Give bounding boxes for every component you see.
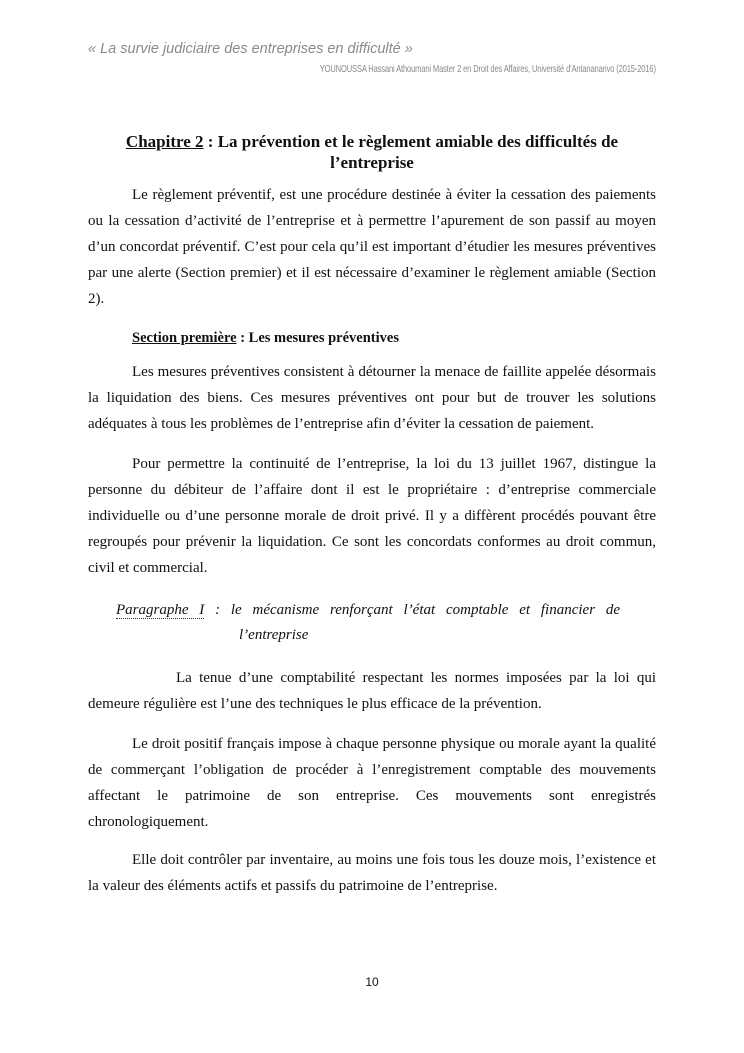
body-paragraph: La tenue d’une comptabilité respectant les normes imposées par la loi qui demeure régulière est l’une des techniques le plus efficace de la prévention. (88, 670, 656, 712)
body-paragraph: Le droit positif français impose à chaque personne physique ou morale ayant la qualité de commerçant l’obligation de procéder à l’enregistrement comptable des mouvements affectant le patrimoine de son entreprise. Ces mouvements sont enregistrés chronologiquement. (88, 736, 656, 830)
paragraphe-title-line2: l’entreprise (239, 627, 309, 643)
body-paragraph: Elle doit contrôler par inventaire, au moins une fois tous les douze mois, l’existence et la valeur des éléments actifs et passifs du patrimoine de l’entreprise. (88, 852, 656, 894)
page-number: 10 (365, 975, 379, 989)
paragraphe-label: Paragraphe I (116, 602, 205, 618)
body-paragraph: Le règlement préventif, est une procédure destinée à éviter la cessation des paiements ou la cessation d’activité de l’entreprise et à permettre l’apurement de son passif au moyen d’un concordat préventif. C’est pour cela qu’il est important d’étudier les mesures préventives par une alerte (Section premier) et il est nécessaire d’examiner le règlement amiable (Section 2). (88, 187, 656, 307)
paragraphe-title-line1: : le mécanisme renforçant l’état comptable et financier de (204, 602, 620, 618)
chapter-label: Chapitre 2 (125, 132, 204, 151)
section-heading (132, 330, 399, 347)
running-header-author: YOUNOUSSA Hassani Athoumani Master 2 en Droit des Affaires, Université d'Antananarivo (2015-2016) (319, 63, 656, 75)
chapter-title-text: : La prévention et le règlement amiable des difficultés de l’entreprise (203, 132, 619, 172)
paragraphe-heading (116, 598, 620, 623)
section-label: Section première (132, 330, 237, 346)
body-paragraph: Les mesures préventives consistent à détourner la menace de faillite appelée désormais la liquidation des biens. Ces mesures préventives ont pour but de trouver les solutions adéquates à tous les problèmes de l’entreprise afin d’éviter la cessation de paiement. (88, 364, 656, 432)
running-header-title: « La survie judiciaire des entreprises en difficulté » (88, 41, 413, 57)
body-paragraph: Pour permettre la continuité de l’entreprise, la loi du 13 juillet 1967, distingue la personne du débiteur de l’affaire dont il est le propriétaire : d’entreprise commerciale individuelle ou d’une personne morale de droit privé. Il y a diffèrent procédés pouvant être regroupés pour prévenir la liquidation. Ce sont les concordats conformes au droit commun, civil et commercial. (88, 456, 656, 576)
chapter-title (110, 131, 634, 173)
section-title: : Les mesures préventives (236, 330, 399, 346)
